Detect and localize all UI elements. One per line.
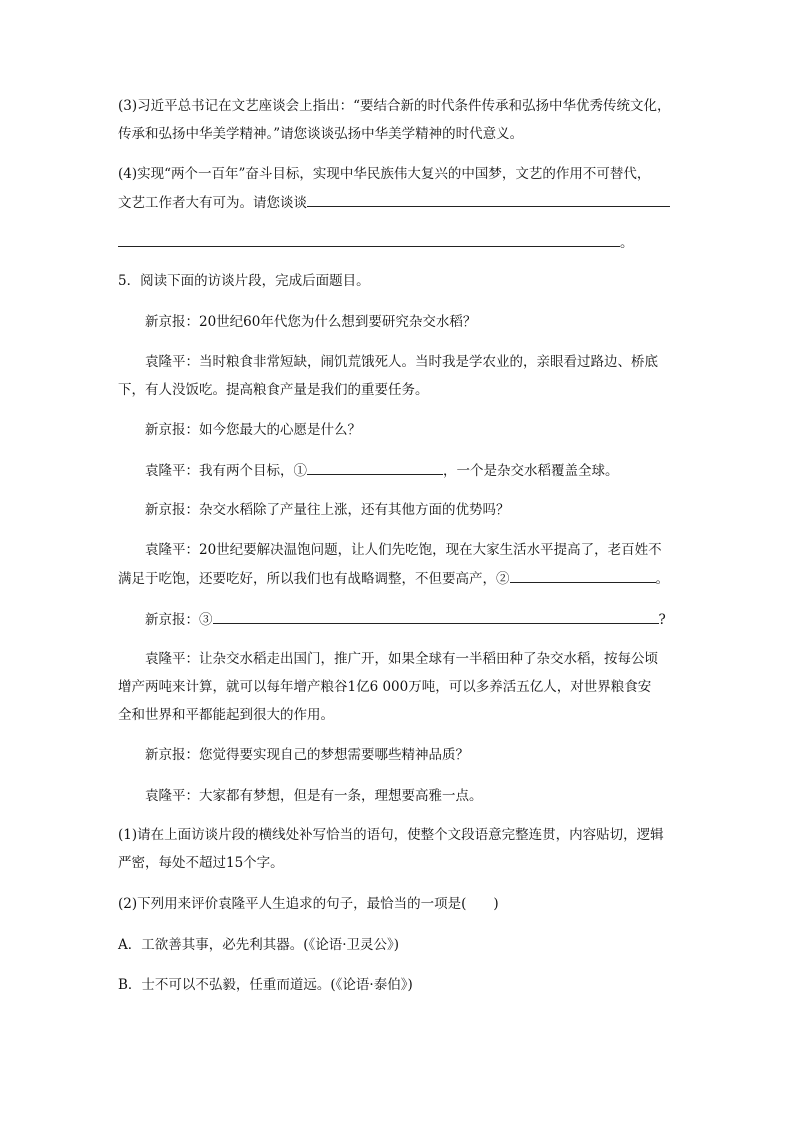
utterance: ③ [199, 612, 213, 628]
q5-heading: 5．阅读下面的访谈片段，完成后面题目。 [118, 273, 370, 289]
dialogue-line [145, 786, 483, 806]
utterance: 20世纪要解决温饱问题，让人们先吃饱，现在大家生活水平提高了，老百姓不 [199, 542, 662, 558]
speaker: 袁隆平： [145, 354, 199, 370]
sub-question-1-line-2: 严密，每处不超过15个字。 [118, 855, 284, 871]
speaker: 新京报： [145, 422, 199, 438]
q3-line-2: 传承和弘扬中华美学精神。”请您谈谈弘扬中华美学精神的时代意义。 [118, 126, 524, 142]
speaker: 新京报： [145, 314, 199, 330]
sub-question-2: (2)下列用来评价袁隆平人生追求的句子，最恰当的一项是( ) [118, 896, 499, 912]
option-a[interactable]: A．工欲善其事，必先利其器。(《论语·卫灵公》) [118, 937, 400, 953]
dialogue-line [145, 460, 619, 481]
utterance: 20世纪60年代您为什么想到要研究杂交水稻？ [199, 314, 477, 330]
q4-line-1: (4)实现“两个一百年”奋斗目标，实现中华民族伟大复兴的中国梦，文艺的作用不可替代， [118, 166, 651, 182]
answer-blank-1[interactable] [307, 460, 443, 475]
answer-blank-2[interactable] [510, 568, 656, 583]
q3-line-1: (3)习近平总书记在文艺座谈会上指出：“要结合新的时代条件传承和弘扬中华优秀传统文化， [118, 98, 671, 114]
dialogue-line [145, 745, 469, 765]
speaker: 袁隆平： [145, 463, 199, 479]
dialogue-line [145, 609, 666, 630]
answer-blank[interactable] [307, 192, 670, 207]
speaker: 袁隆平： [145, 542, 199, 558]
dialogue-line [145, 420, 361, 440]
option-b[interactable]: B．士不可以不弘毅，任重而道远。(《论语·泰伯》) [118, 977, 413, 993]
utterance: 满足于吃饱，还要吃好，所以我们也有战略调整，不但要高产，② [118, 571, 510, 587]
utterance: 如今您最大的心愿是什么？ [199, 422, 361, 438]
dialogue-line [145, 649, 658, 669]
dialogue-continuation [118, 568, 669, 589]
dialogue-line [145, 352, 658, 372]
utterance: 杂交水稻除了产量往上涨，还有其他方面的优势吗？ [199, 502, 510, 518]
speaker: 新京报： [145, 502, 199, 518]
utterance-end: ，一个是杂交水稻覆盖全球。 [443, 463, 619, 479]
speaker: 新京报： [145, 747, 199, 763]
q4-line-2-text: 文艺工作者大有可为。请您谈谈 [118, 195, 307, 211]
utterance-end: ? [658, 612, 666, 628]
q4-line-3 [118, 232, 634, 253]
speaker: 新京报： [145, 612, 199, 628]
speaker: 袁隆平： [145, 788, 199, 804]
utterance: 当时粮食非常短缺，闹饥荒饿死人。当时我是学农业的，亲眼看过路边、桥底 [199, 354, 658, 370]
answer-blank[interactable] [118, 232, 620, 247]
sub-question-1-line-1: (1)请在上面访谈片段的横线处补写恰当的语句，使整个文段语意完整连贯，内容贴切，逻辑 [118, 827, 664, 843]
dialogue-continuation: 全和世界和平都能起到很大的作用。 [118, 707, 334, 723]
answer-blank-3[interactable] [213, 609, 659, 624]
utterance: 让杂交水稻走出国门，推广开，如果全球有一半稻田种了杂交水稻，按每公顷 [199, 651, 658, 667]
speaker: 袁隆平： [145, 651, 199, 667]
utterance: 您觉得要实现自己的梦想需要哪些精神品质？ [199, 747, 469, 763]
utterance: 我有两个目标，① [199, 463, 307, 479]
q4-line-3-end: 。 [620, 235, 634, 251]
q4-line-2 [118, 192, 670, 213]
dialogue-line [145, 500, 510, 520]
utterance-end: 。 [655, 571, 669, 587]
dialogue-continuation: 增产两吨来计算，就可以每年增产粮谷1亿6 000万吨，可以多养活五亿人，对世界粮食安 [118, 679, 652, 695]
dialogue-line [145, 540, 662, 560]
dialogue-line [145, 312, 476, 332]
dialogue-continuation: 下，有人没饭吃。提高粮食产量是我们的重要任务。 [118, 382, 429, 398]
utterance: 大家都有梦想，但是有一条，理想要高雅一点。 [199, 788, 483, 804]
